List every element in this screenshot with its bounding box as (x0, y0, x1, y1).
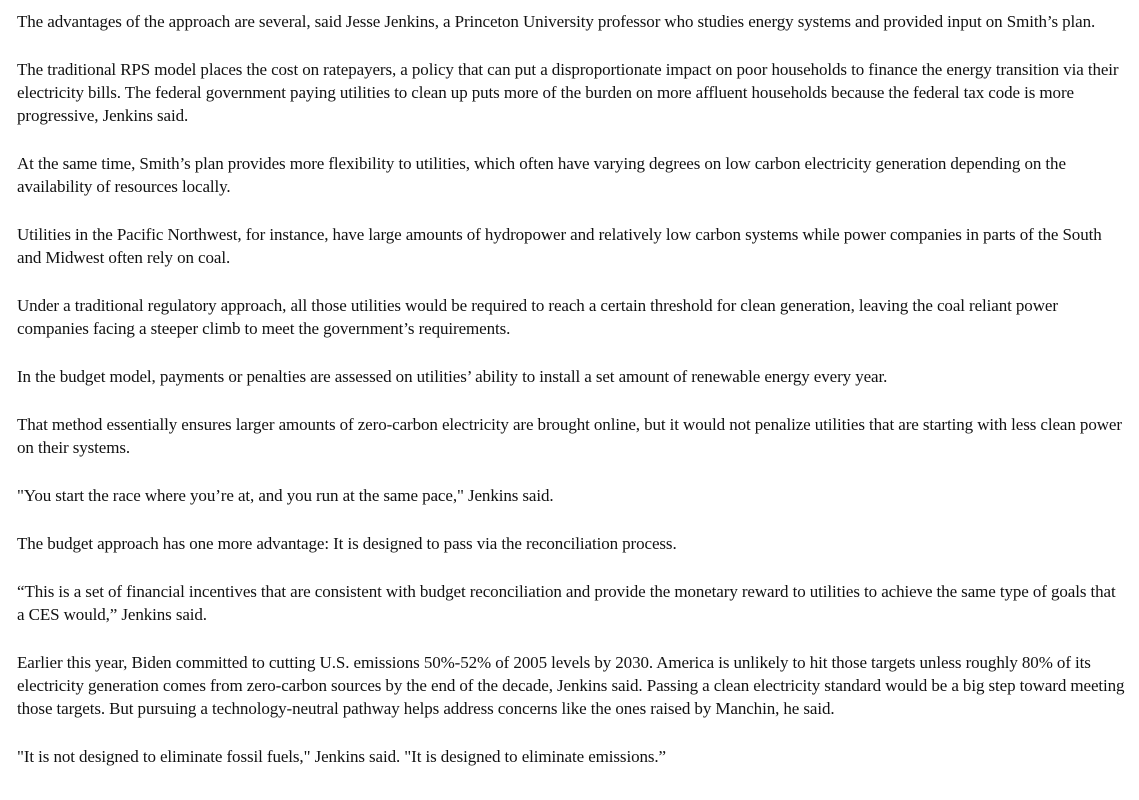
quote-paragraph: "You start the race where you’re at, and you run at the same pace," Jenkins said. (17, 486, 554, 505)
paragraph: The traditional RPS model places the cost on ratepayers, a policy that can put a disproportionate impact on poor households to finance the energy transition via their electricity bills. The federal government paying utilities to clean up puts more of the burden on more affluent households because the federal tax code is more progressive, Jenkins said. (17, 60, 1119, 125)
paragraph: Under a traditional regulatory approach, all those utilities would be required to reach a certain threshold for clean generation, leaving the coal reliant power companies facing a steeper climb to meet the government’s requirements. (17, 296, 1058, 338)
paragraph: Earlier this year, Biden committed to cutting U.S. emissions 50%-52% of 2005 levels by 2030. America is unlikely to hit those targets unless roughly 80% of its electricity generation comes from zero-carbon sources by the end of the decade, Jenkins said. Passing a clean electricity standard would be a big step toward meeting those targets. But pursuing a technology-neutral pathway helps address concerns like the ones raised by Manchin, he said. (17, 653, 1125, 718)
paragraph: At the same time, Smith’s plan provides more flexibility to utilities, which often have varying degrees on low carbon electricity generation depending on the availability of resources locally. (17, 154, 1066, 196)
quote-paragraph: "It is not designed to eliminate fossil fuels," Jenkins said. "It is designed to eliminate emissions.” (17, 747, 666, 766)
paragraph: The advantages of the approach are several, said Jesse Jenkins, a Princeton University professor who studies energy systems and provided input on Smith’s plan. (17, 12, 1096, 31)
quote-paragraph: “This is a set of financial incentives that are consistent with budget reconciliation and provide the monetary reward to utilities to achieve the same type of goals that a CES would,” Jenkins said. (17, 582, 1116, 624)
paragraph: In the budget model, payments or penalties are assessed on utilities’ ability to install a set amount of renewable energy every year. (17, 367, 888, 386)
paragraph: The budget approach has one more advantage: It is designed to pass via the reconciliation process. (17, 534, 677, 553)
paragraph: Utilities in the Pacific Northwest, for instance, have large amounts of hydropower and relatively low carbon systems while power companies in parts of the South and Midwest often rely on coal. (17, 225, 1102, 267)
paragraph: That method essentially ensures larger amounts of zero-carbon electricity are brought online, but it would not penalize utilities that are starting with less clean power on their systems. (17, 415, 1122, 457)
